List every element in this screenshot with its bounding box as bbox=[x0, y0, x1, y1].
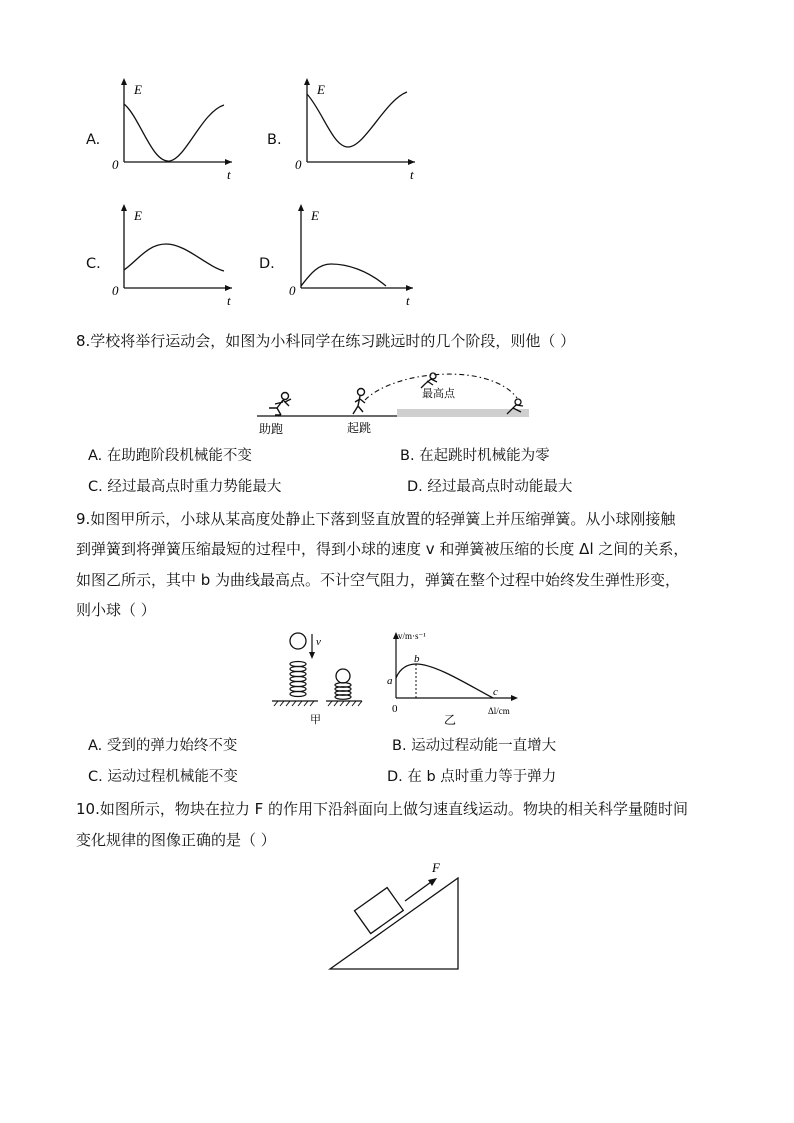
y-axis-arrow bbox=[304, 78, 310, 85]
y-axis-label: E bbox=[317, 82, 325, 97]
q10-stem-line-1: 10.如图所示，物块在拉力 F 的作用下沿斜面向上做匀速直线运动。物块的相关科学量随时间 bbox=[76, 800, 689, 818]
jump-label: 起跳 bbox=[347, 421, 372, 435]
q7-graph-d bbox=[257, 198, 422, 313]
velocity-compression-graph-yi bbox=[380, 626, 530, 728]
y-axis-label: E bbox=[134, 82, 142, 97]
option-label: D. bbox=[259, 256, 275, 272]
figure-caption: 甲 bbox=[310, 713, 321, 726]
option-label: A. bbox=[86, 132, 101, 148]
sand-pit bbox=[397, 409, 529, 417]
q9-stem-line-3: 如图乙所示，其中 b 为曲线最高点。不计空气阻力，弹簧在整个过程中始终发生弹性形变， bbox=[76, 571, 681, 589]
x-axis-arrow bbox=[408, 159, 415, 165]
x-axis-label: t bbox=[227, 167, 231, 182]
y-axis-label: v/m·s⁻¹ bbox=[398, 631, 426, 641]
x-axis-label: t bbox=[227, 293, 231, 308]
q8-option-a[interactable]: A. 在助跑阶段机械能不变 bbox=[88, 448, 252, 464]
q10-stem-line-2: 变化规律的图像正确的是（ ） bbox=[76, 831, 276, 849]
origin-label: 0 bbox=[112, 283, 119, 298]
point-a-label: a bbox=[387, 675, 393, 687]
y-axis-arrow bbox=[298, 204, 304, 211]
force-label: F bbox=[432, 860, 440, 875]
q9-option-c[interactable]: C. 运动过程机械能不变 bbox=[88, 769, 238, 785]
run-label: 助跑 bbox=[259, 422, 284, 436]
q8-option-b[interactable]: B. 在起跳时机械能为零 bbox=[400, 448, 550, 464]
q7-graph-c bbox=[80, 198, 240, 313]
x-axis-label: t bbox=[410, 167, 414, 182]
option-label: B. bbox=[267, 132, 282, 148]
point-b-label: b bbox=[414, 653, 420, 665]
runner-icon bbox=[269, 393, 291, 416]
option-label: C. bbox=[86, 256, 101, 272]
x-axis-label: Δl/cm bbox=[488, 706, 510, 716]
spring-ball-figure-jia bbox=[270, 628, 370, 728]
compressed-spring-icon bbox=[335, 683, 351, 700]
force-arrow bbox=[405, 882, 431, 901]
q7-graph-a bbox=[80, 72, 240, 187]
ball-icon bbox=[336, 669, 350, 683]
energy-time-graph bbox=[110, 198, 235, 310]
ground-hatch bbox=[274, 701, 362, 706]
y-axis-arrow bbox=[121, 78, 127, 85]
jumper-icon bbox=[353, 389, 365, 415]
velocity-curve bbox=[396, 664, 493, 698]
q8-stem: 8.学校将举行运动会，如图为小科同学在练习跳远时的几个阶段，则他（ ） bbox=[76, 332, 576, 350]
ball-icon bbox=[290, 633, 306, 649]
energy-curve bbox=[301, 264, 386, 286]
origin-label: 0 bbox=[289, 283, 296, 298]
point-c-label: c bbox=[493, 686, 498, 698]
block-icon bbox=[354, 888, 403, 934]
q8-option-d[interactable]: D. 经过最高点时动能最大 bbox=[407, 479, 573, 495]
q9-option-a[interactable]: A. 受到的弹力始终不变 bbox=[88, 738, 238, 754]
spring-icon bbox=[290, 662, 306, 697]
energy-time-graph bbox=[287, 198, 417, 310]
velocity-label: v bbox=[316, 636, 321, 648]
energy-curve bbox=[307, 92, 407, 147]
energy-curve bbox=[124, 104, 224, 161]
y-axis-arrow bbox=[121, 204, 127, 211]
y-axis-label: E bbox=[311, 208, 319, 223]
q9-stem-line-1: 9.如图甲所示，小球从某高度处静止下落到竖直放置的轻弹簧上并压缩弹簧。从小球刚接触 bbox=[76, 510, 676, 528]
q9-stem-line-2: 到弹簧到将弹簧压缩最短的过程中，得到小球的速度 v 和弹簧被压缩的长度 Δl 之间的关系， bbox=[76, 540, 689, 558]
energy-curve bbox=[124, 244, 224, 271]
x-axis-label: t bbox=[406, 293, 410, 308]
origin-label: 0 bbox=[112, 157, 119, 172]
energy-time-graph bbox=[110, 72, 235, 184]
x-axis-arrow bbox=[511, 695, 518, 701]
figure-caption: 乙 bbox=[444, 713, 457, 727]
long-jump-figure bbox=[255, 368, 545, 438]
q8-option-c[interactable]: C. 经过最高点时重力势能最大 bbox=[88, 479, 282, 495]
q9-option-d[interactable]: D. 在 b 点时重力等于弹力 bbox=[387, 769, 557, 785]
x-axis-arrow bbox=[225, 159, 232, 165]
x-axis-arrow bbox=[225, 285, 232, 291]
q9-stem-line-4: 则小球（ ） bbox=[76, 601, 156, 619]
origin-label: 0 bbox=[392, 703, 398, 715]
origin-label: 0 bbox=[295, 157, 302, 172]
q9-option-b[interactable]: B. 运动过程动能一直增大 bbox=[392, 738, 557, 754]
inclined-plane bbox=[330, 878, 458, 969]
energy-time-graph bbox=[293, 72, 418, 184]
y-axis-label: E bbox=[134, 208, 142, 223]
q7-graph-b bbox=[263, 72, 423, 187]
incline-block-figure bbox=[325, 856, 465, 974]
top-label: 最高点 bbox=[422, 387, 455, 400]
x-axis-arrow bbox=[406, 285, 413, 291]
